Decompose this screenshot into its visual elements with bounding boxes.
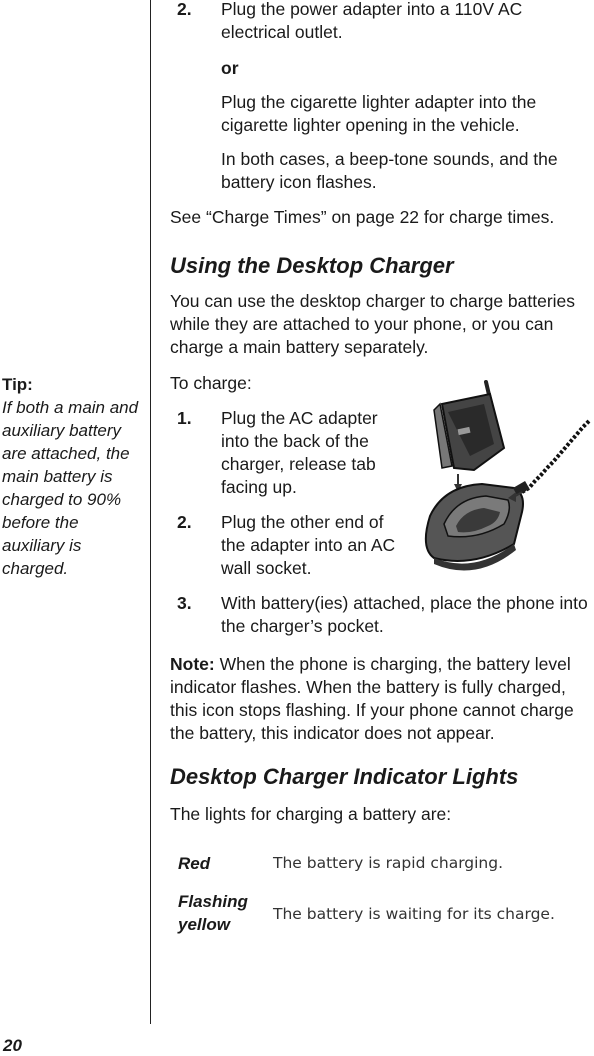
heading-indicator-lights: Desktop Charger Indicator Lights bbox=[170, 764, 519, 789]
note-paragraph bbox=[170, 653, 594, 745]
step-number: 2. bbox=[177, 0, 192, 19]
desktop-intro: You can use the desktop charger to charge batteries while they are attached to your phone, or you can charge a main battery separately. bbox=[170, 291, 576, 357]
page-number: 20 bbox=[3, 1036, 22, 1055]
column-divider bbox=[150, 0, 151, 1024]
heading-desktop-charger: Using the Desktop Charger bbox=[170, 253, 454, 278]
beep-tone-note: In both cases, a beep-tone sounds, and the battery icon flashes. bbox=[221, 149, 558, 192]
step-text: Plug the power adapter into a 110V AC electrical outlet. bbox=[221, 0, 523, 42]
step-text: Plug the AC adapter into the back of the charger, release tab facing up. bbox=[221, 408, 378, 497]
desktop-charger-illustration bbox=[404, 374, 594, 582]
to-charge-label: To charge: bbox=[170, 373, 252, 393]
charge-times-reference: See “Charge Times” on page 22 for charge times. bbox=[170, 207, 555, 227]
light-label-flashing-yellow: Flashing yellow bbox=[178, 892, 248, 934]
step-number: 3. bbox=[177, 593, 192, 613]
note-text: When the phone is charging, the battery level indicator flashes. When the battery is fully charged, this icon stops flashing. If your phone cannot charge the battery, this indicator does not appear. bbox=[170, 654, 574, 743]
note-label: Note: bbox=[170, 654, 215, 674]
step-number: 2. bbox=[177, 512, 192, 532]
tip-text: If both a main and auxiliary battery are attached, the main battery is charged to 90% before the auxiliary is charged. bbox=[2, 398, 139, 578]
light-desc-red: The battery is rapid charging. bbox=[273, 854, 504, 872]
tip-box bbox=[2, 373, 142, 580]
light-label-red: Red bbox=[178, 854, 211, 873]
light-desc-flashing-yellow: The battery is waiting for its charge. bbox=[273, 905, 555, 923]
lights-intro: The lights for charging a battery are: bbox=[170, 804, 452, 824]
step-number: 1. bbox=[177, 408, 192, 428]
step-text: With battery(ies) attached, place the phone into the charger’s pocket. bbox=[221, 593, 588, 636]
or-label: or bbox=[221, 58, 239, 78]
tip-label: Tip: bbox=[2, 375, 33, 394]
alt-instruction: Plug the cigarette lighter adapter into the cigarette lighter opening in the vehicle. bbox=[221, 92, 537, 135]
step-text: Plug the other end of the adapter into an AC wall socket. bbox=[221, 512, 396, 578]
